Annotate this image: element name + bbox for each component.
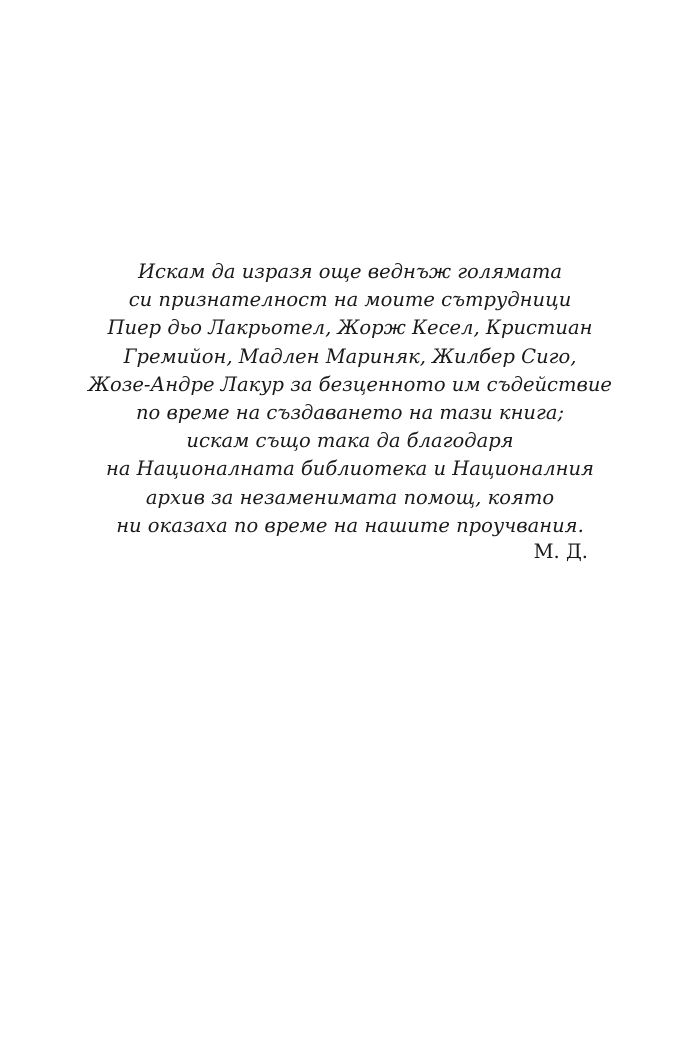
acknowledgement-line: по време на създаването на тази книга; [135, 401, 565, 425]
acknowledgement-line: ни оказаха по време на нашите проучвания. [116, 513, 584, 537]
acknowledgement-line: Жозе-Андре Лакур за безценното им съдействие [88, 372, 612, 396]
acknowledgement-line: Искам да изразя още веднъж голямата [137, 260, 563, 283]
acknowledgement-line: Гремийон, Мадлен Мариняк, Жилбер Сиго, [123, 344, 577, 368]
acknowledgement-line: на Националната библиотека и Националния [106, 457, 594, 481]
acknowledgement-line: искам също така да благодаря [186, 429, 514, 453]
acknowledgement-line: си признателност на моите сътрудници [128, 288, 572, 312]
acknowledgement-line: Пиер дьо Лакрьотел, Жорж Кесел, Кристиан [107, 316, 593, 340]
acknowledgement-text [0, 258, 700, 540]
acknowledgement-line: архив за незаменимата помощ, която [145, 485, 555, 509]
author-initials: М. Д. [533, 540, 588, 563]
